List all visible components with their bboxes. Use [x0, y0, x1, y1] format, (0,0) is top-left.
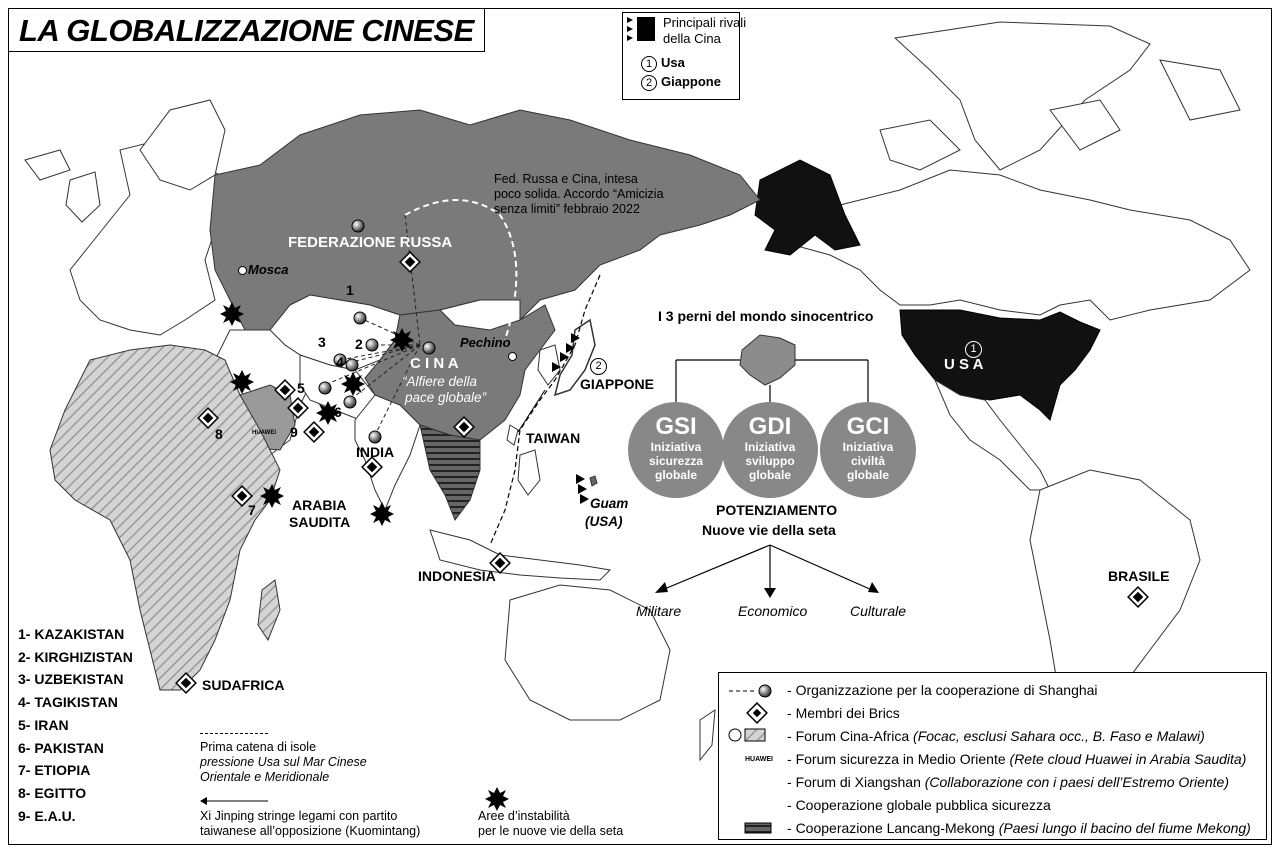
branch-military: Militare — [636, 603, 682, 619]
label-china: C I N A — [410, 355, 459, 372]
map-number-8: 8 — [215, 426, 223, 442]
island-chain-line-icon — [200, 733, 268, 734]
map-number-2: 2 — [355, 336, 363, 352]
country-item: 3- UZBEKISTAN — [18, 671, 124, 688]
xi-note-2: taiwanese all’opposizione (Kuomintang) — [200, 824, 421, 838]
country-item: 2- KIRGHIZISTAN — [18, 648, 133, 665]
russia-note-2: poco solida. Accordo “Amicizia — [494, 187, 664, 201]
pillar-gci-l1: Iniziativa — [842, 440, 894, 454]
countries-list — [18, 623, 133, 827]
pillar-gdi-l2: sviluppo — [745, 454, 795, 468]
map-number-1: 1 — [346, 282, 354, 298]
legend — [718, 672, 1267, 840]
country-item: 9- E.A.U. — [18, 807, 76, 824]
rival-number-1: 1 — [641, 56, 657, 72]
pillars-heading: I 3 perni del mondo sinocentrico — [658, 308, 874, 324]
label-china-sub-2: pace globale” — [405, 390, 487, 405]
pillar-gdi-l1: Iniziativa — [744, 440, 796, 454]
branch-economic: Economico — [738, 603, 808, 619]
pillar-gsi-l2: sicurezza — [648, 454, 704, 468]
legend-sco-icon — [759, 685, 771, 697]
map-number-5: 5 — [297, 380, 305, 396]
pillar-gsi-abbr: GSI — [655, 413, 697, 440]
arrow-left-icon — [200, 796, 270, 806]
legend-huawei-icon: HUAWEI — [745, 756, 773, 763]
country-item: 7- ETIOPIA — [18, 762, 91, 779]
xi-note-1: Xi Jinping stringe legami con partito — [200, 809, 398, 823]
legend-row-focac: - Forum Cina-Africa (Focac, esclusi Sahara occ., B. Faso e Malawi) — [787, 728, 1205, 744]
label-china-sub-1: “Alfiere della — [402, 374, 478, 389]
instability-note-2: per le nuove vie della seta — [478, 824, 624, 838]
map-number-7: 7 — [248, 502, 256, 518]
map-number-4: 4 — [336, 354, 344, 370]
label-india: INDIA — [356, 444, 395, 460]
pillar-gsi-l3: globale — [654, 468, 697, 482]
label-guam-2: (USA) — [585, 514, 623, 529]
label-taiwan: TAIWAN — [526, 430, 581, 446]
label-indonesia: INDONESIA — [418, 568, 496, 584]
pillar-gsi — [628, 402, 724, 498]
island-chain-1: Prima catena di isole — [200, 740, 317, 754]
label-russia: FEDERAZIONE RUSSA — [288, 234, 453, 251]
legend-brics-icon — [747, 703, 767, 723]
japan-number: 2 — [590, 358, 607, 375]
map-number-6: 6 — [334, 404, 342, 420]
moscow-dot — [238, 266, 247, 275]
legend-row-mekong: - Cooperazione Lancang-Mekong (Paesi lungo il bacino del fiume Mekong) — [787, 820, 1251, 836]
usa-number: 1 — [965, 341, 982, 358]
country-item: 8- EGITTO — [18, 784, 87, 801]
pillar-gdi-l3: globale — [748, 468, 791, 482]
boost-subheading: Nuove vie della seta — [702, 522, 836, 538]
rival-number-2: 2 — [641, 75, 657, 91]
page-title: LA GLOBALIZZAZIONE CINESE — [19, 13, 474, 48]
legend-hatch-icon — [745, 729, 765, 741]
xi-note — [200, 809, 420, 839]
map-number-3: 3 — [318, 334, 326, 350]
rivals-heading-2: della Cina — [663, 31, 721, 46]
legend-row-brics: - Membri dei Brics — [787, 705, 900, 721]
pillar-gci-abbr: GCI — [846, 413, 890, 440]
map-number-9: 9 — [290, 424, 298, 440]
label-arabia-2: SAUDITA — [289, 514, 351, 530]
island-chain-note — [200, 740, 367, 785]
label-guam-1: Guam — [590, 496, 629, 511]
boost-heading: POTENZIAMENTO — [716, 502, 838, 518]
beijing-dot — [508, 352, 517, 361]
pillar-gci-l2: civiltà — [850, 454, 886, 468]
pillar-gci — [820, 402, 916, 498]
label-moscow: Mosca — [248, 262, 289, 277]
rivals-box — [622, 12, 747, 100]
label-usa: U S A — [944, 356, 984, 373]
pillar-gdi — [722, 402, 818, 498]
label-beijing: Pechino — [460, 335, 511, 350]
legend-mekong-icon — [745, 823, 771, 833]
pillar-gdi-abbr: GDI — [748, 413, 792, 440]
label-japan: GIAPPONE — [580, 376, 654, 392]
flag-icon — [627, 15, 657, 47]
legend-row-middle-east: - Forum sicurezza in Medio Oriente (Rete cloud Huawei in Arabia Saudita) — [787, 751, 1247, 767]
legend-row-security: - Cooperazione globale pubblica sicurezza — [787, 797, 1051, 813]
country-item: 4- TAGIKISTAN — [18, 694, 118, 711]
country-item: 6- PAKISTAN — [18, 739, 104, 756]
label-sudafrica: SUDAFRICA — [202, 677, 285, 693]
legend-circle-icon — [729, 729, 741, 741]
pillar-gsi-l1: Iniziativa — [650, 440, 702, 454]
russia-note-1: Fed. Russa e Cina, intesa — [494, 172, 638, 186]
country-item: 5- IRAN — [18, 716, 69, 733]
label-brasile: BRASILE — [1108, 568, 1170, 584]
legend-row-xiangshan: - Forum di Xiangshan (Collaborazione con i paesi dell’Estremo Oriente) — [787, 774, 1230, 790]
legend-row-sco: - Organizzazione per la cooperazione di Shanghai — [787, 682, 1098, 698]
russia-china-note — [494, 172, 664, 217]
island-chain-3: Orientale e Meridionale — [200, 770, 330, 784]
country-item: 1- KAZAKISTAN — [18, 626, 125, 642]
rivals-heading-1: Principali rivali — [663, 15, 747, 30]
rival-japan: Giappone — [661, 74, 721, 89]
branch-cultural: Culturale — [850, 603, 907, 619]
pillar-gci-l3: globale — [846, 468, 889, 482]
rival-usa: Usa — [661, 55, 685, 70]
instability-note — [478, 809, 623, 839]
huawei-logo: HUAWEI — [252, 430, 276, 436]
russia-note-3: senza limiti” febbraio 2022 — [494, 202, 640, 216]
title-box — [8, 8, 485, 52]
instability-note-1: Aree d’instabilità — [478, 809, 570, 823]
label-arabia-1: ARABIA — [292, 497, 347, 513]
island-chain-2: pressione Usa sul Mar Cinese — [200, 755, 367, 769]
legend-symbols — [727, 679, 783, 839]
